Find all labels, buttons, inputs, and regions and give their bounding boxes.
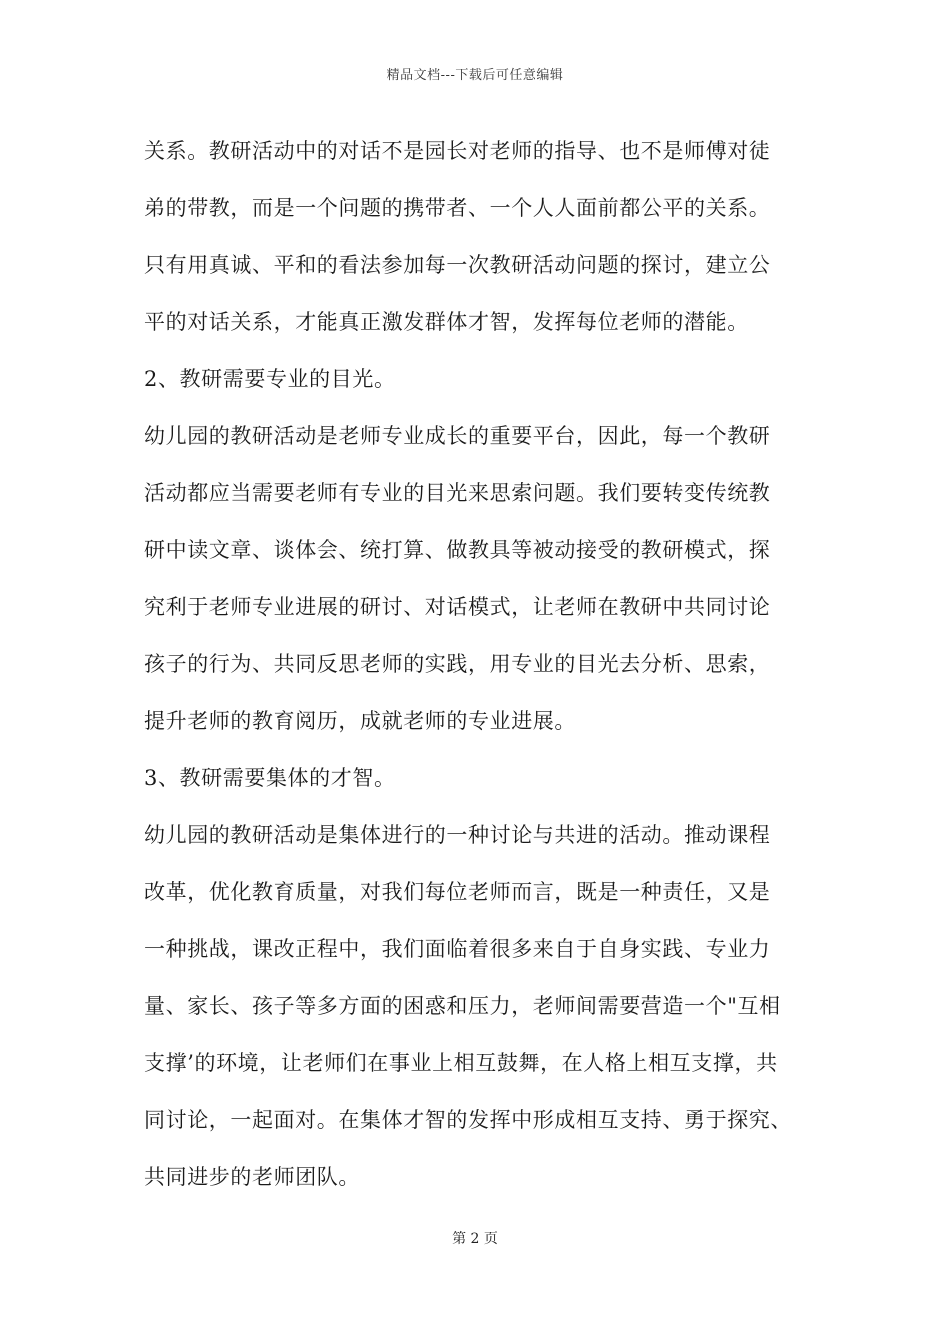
body-line: 改革，优化教育质量，对我们每位老师而言，既是一种责任，又是 bbox=[144, 880, 771, 904]
body-line: 活动都应当需要老师有专业的目光来思索问题。我们要转变传统教 bbox=[144, 481, 771, 505]
body-line: 共同进步的老师团队。 bbox=[144, 1165, 360, 1189]
body-line: 幼儿园的教研活动是集体进行的一种讨论与共进的活动。推动课程 bbox=[144, 823, 771, 847]
body-line: 弟的带教，而是一个问题的携带者、一个人人面前都公平的关系。 bbox=[144, 196, 771, 220]
section-heading-2: 2、教研需要专业的目光。 bbox=[144, 367, 396, 391]
body-line: 究利于老师专业进展的研讨、对话模式，让老师在教研中共同讨论 bbox=[144, 595, 771, 619]
body-line: 研中读文章、谈体会、统打算、做教具等被动接受的教研模式，探 bbox=[144, 538, 771, 562]
body-line: 关系。教研活动中的对话不是园长对老师的指导、也不是师傅对徒 bbox=[144, 139, 771, 163]
body-line: 平的对话关系，才能真正激发群体才智，发挥每位老师的潜能。 bbox=[144, 310, 749, 334]
body-line: 提升老师的教育阅历，成就老师的专业进展。 bbox=[144, 709, 576, 733]
body-line: 支撑’的环境，让老师们在事业上相互鼓舞，在人格上相互支撑，共 bbox=[144, 1051, 778, 1075]
page-header: 精品文档---下载后可任意编辑 bbox=[386, 68, 564, 83]
document-body bbox=[144, 128, 814, 1211]
body-line: 幼儿园的教研活动是老师专业成长的重要平台，因此，每一个教研 bbox=[144, 424, 771, 448]
body-line: 只有用真诚、平和的看法参加每一次教研活动问题的探讨，建立公 bbox=[144, 253, 771, 277]
body-line: 一种挑战，课改正程中，我们面临着很多来自于自身实践、专业力 bbox=[144, 937, 771, 961]
body-line: 量、家长、孩子等多方面的困惑和压力，老师间需要营造一个"互相 bbox=[144, 994, 781, 1018]
body-line: 孩子的行为、共同反思老师的实践，用专业的目光去分析、思索， bbox=[144, 652, 771, 676]
body-line: 同讨论，一起面对。在集体才智的发挥中形成相互支持、勇于探究、 bbox=[144, 1108, 792, 1132]
section-heading-3: 3、教研需要集体的才智。 bbox=[144, 766, 396, 790]
page-number: 第 2 页 bbox=[452, 1231, 498, 1247]
